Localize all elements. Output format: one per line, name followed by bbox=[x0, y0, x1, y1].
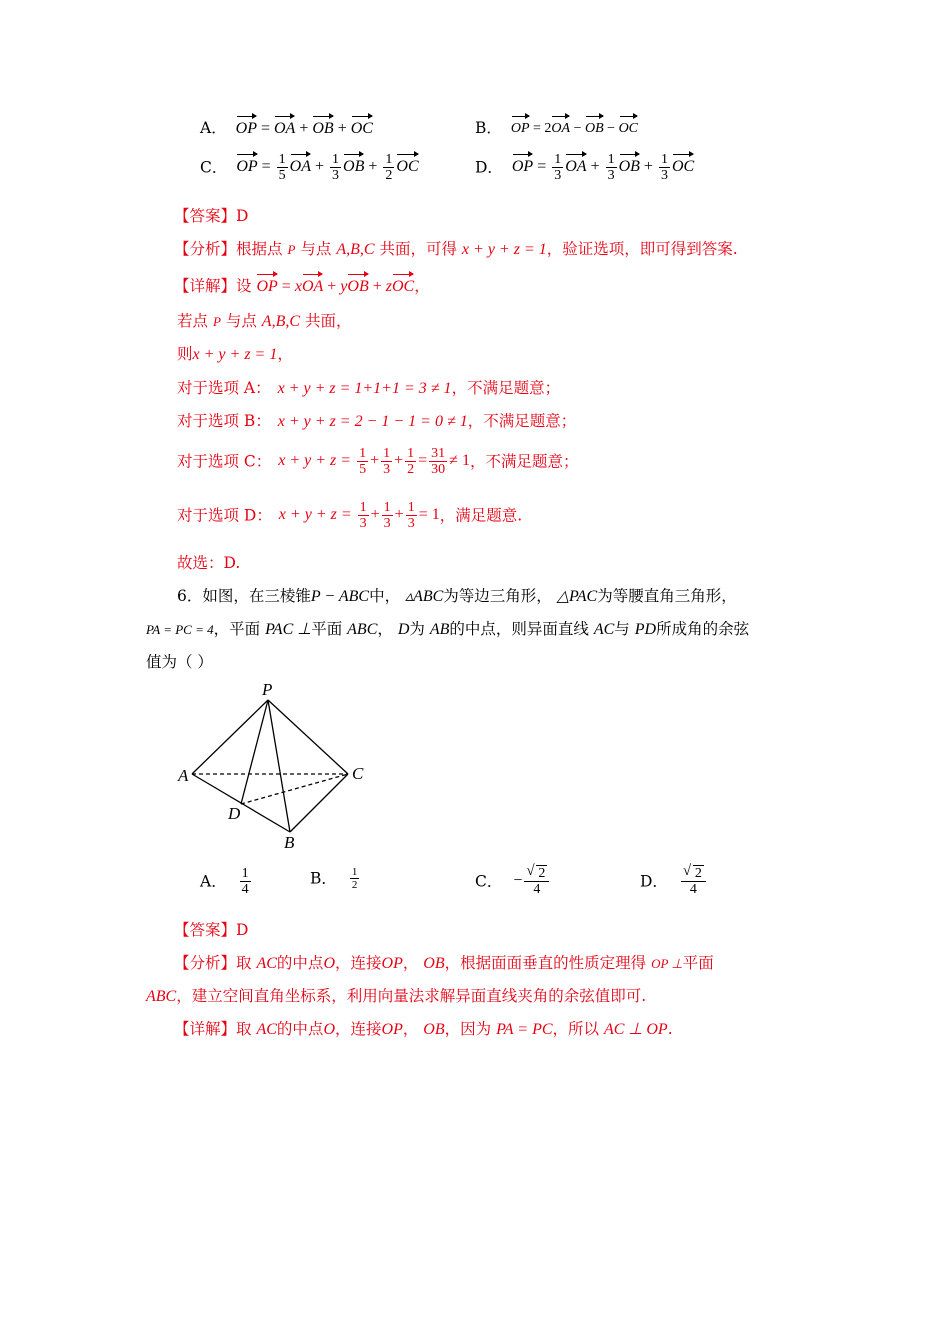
q5-option-a: A． OP = OA + OB + OC bbox=[200, 119, 373, 137]
q5-option-c: C． OP = $\frac{1}{5}$ OA + $\frac{1}{3}$ OB + $\frac{1}{2}$ OC bbox=[200, 152, 419, 183]
label-p: P bbox=[262, 680, 273, 699]
q5-check-a: 对于选项 A： x + y + z = 1+1+1 = 3 ≠ 1，不满足题意； bbox=[177, 379, 561, 397]
q5-check-d-formula: x + y + z = $\frac{1}{3}$ + $\frac{1}{3}$ + $\frac{1}{3}$ = 1 bbox=[278, 500, 440, 531]
q5-detail: 【详解】设 OP = xOA + yOB + zOC， bbox=[174, 277, 430, 295]
q6-option-a: A． $\frac{1}{4}$ bbox=[200, 866, 249, 897]
edge-ab bbox=[192, 774, 290, 832]
tetrahedron-figure bbox=[170, 680, 380, 855]
label-a: A bbox=[178, 766, 189, 785]
edge-pd bbox=[241, 700, 268, 804]
label-d: D bbox=[228, 804, 241, 823]
q5-choose: 故选：D. bbox=[177, 554, 241, 572]
q5-detail-formula: OP = xOA + yOB + zOC bbox=[256, 278, 415, 295]
q5-option-b: B． OP = 2OA − OB − OC bbox=[475, 119, 639, 137]
q5-step1: 若点 P 与点 A,B,C 共面， bbox=[177, 312, 352, 330]
q5-check-c: 对于选项 C： x + y + z = $\frac{1}{5}$ + $\frac{1}{3}$ + $\frac{1}{2}$ = $\frac{31}{30}$ ≠ 1，不满足题意； bbox=[177, 446, 579, 477]
q5-step2: 则x + y + z = 1， bbox=[177, 345, 293, 363]
edge-pb bbox=[268, 700, 290, 832]
q6-stem-line1: 6．如图，在三棱锥P − ABC中， ▵ABC为等边三角形， △PAC为等腰直角三角形， bbox=[177, 587, 737, 605]
q5-answer: 【答案】D bbox=[174, 207, 249, 225]
label-b: B bbox=[284, 833, 295, 852]
edge-pa bbox=[192, 700, 268, 774]
q6-detail: 【详解】取 AC的中点O，连接OP， OB，因为 PA = PC，所以 AC ⊥ OP. bbox=[174, 1020, 673, 1038]
q6-option-c: C． − √ $\frac{2}{4}$ bbox=[475, 866, 551, 897]
q6-stem-line3: 值为（ ） bbox=[146, 653, 213, 671]
q5-option-b-formula: OP = 2OA − OB − OC bbox=[511, 119, 638, 139]
q5-check-b: 对于选项 B： x + y + z = 2 − 1 − 1 = 0 ≠ 1，不满足题意； bbox=[177, 412, 577, 430]
q5-analysis: 【分析】根据点 P 与点 A,B,C 共面，可得 x + y + z = 1，验证选项，即可得到答案. bbox=[174, 240, 738, 258]
q5-option-d-formula: OP = $\frac{1}{3}$ OA + $\frac{1}{3}$ OB + $\frac{1}{3}$ OC bbox=[511, 152, 695, 183]
q6-analysis-line2: ABC，建立空间直角坐标系，利用向量法求解异面直线夹角的余弦值即可. bbox=[146, 987, 647, 1005]
q6-option-d: D． √ $\frac{2}{4}$ bbox=[640, 866, 708, 897]
q6-analysis-line1: 【分析】取 AC的中点O，连接OP， OB，根据面面垂直的性质定理得 OP ⊥平面 bbox=[174, 954, 714, 972]
q5-option-a-formula: OP = OA + OB + OC bbox=[235, 120, 373, 137]
q5-check-d: 对于选项 D： x + y + z = $\frac{1}{3}$ + $\frac{1}{3}$ + $\frac{1}{3}$ = 1，满足题意. bbox=[177, 500, 523, 531]
q5-check-c-formula: x + y + z = $\frac{1}{5}$ + $\frac{1}{3}$ + $\frac{1}{2}$ = $\frac{31}{30}$ ≠ 1 bbox=[278, 446, 470, 477]
q5-option-c-formula: OP = $\frac{1}{5}$ OA + $\frac{1}{3}$ OB + $\frac{1}{2}$ OC bbox=[236, 152, 419, 183]
edge-dc-hidden bbox=[241, 774, 348, 804]
q6-answer: 【答案】D bbox=[174, 921, 249, 939]
edge-pc bbox=[268, 700, 348, 774]
q6-option-b: B． $\frac{1}{2}$ bbox=[310, 866, 358, 891]
q6-stem-line2: PA = PC = 4，平面 PAC ⊥平面 ABC， D为 AB的中点，则异面直线 AC与 PD所成角的余弦 bbox=[146, 620, 750, 638]
label-c: C bbox=[352, 764, 364, 783]
q5-option-d: D． OP = $\frac{1}{3}$ OA + $\frac{1}{3}$ OB + $\frac{1}{3}$ OC bbox=[475, 152, 695, 183]
